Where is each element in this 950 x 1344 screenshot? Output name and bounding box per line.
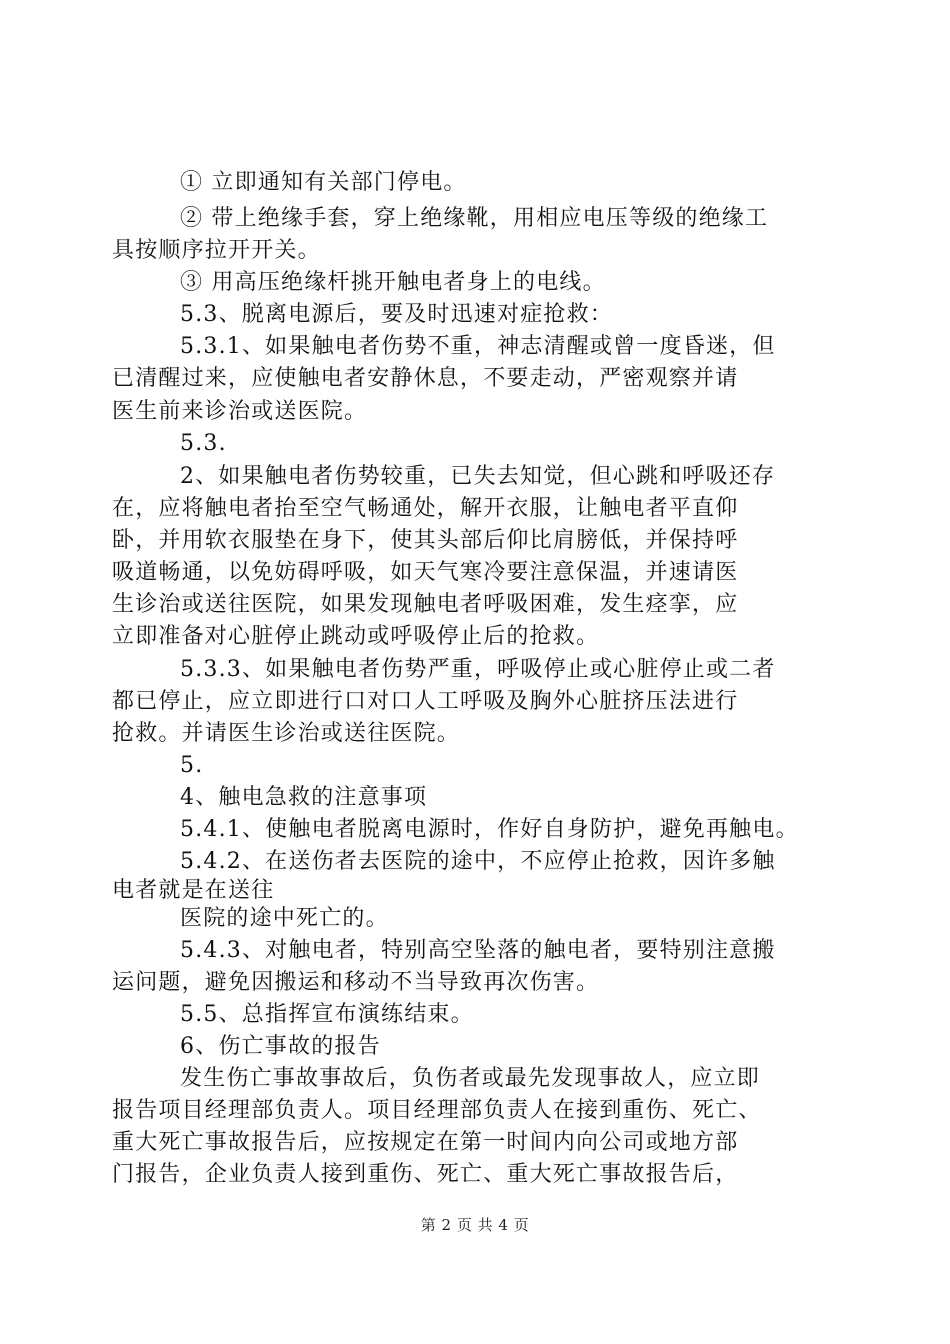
text-line: 医院的途中死亡的。 [180, 906, 389, 931]
text-line: 4、触电急救的注意事项 [180, 785, 428, 810]
text-line: 卧，并用软衣服垫在身下，使其头部后仰比肩膀低，并保持呼 [112, 528, 739, 553]
text-line: 5.4.2、在送伤者去医院的途中，不应停止抢救，因许多触 [180, 849, 776, 874]
text-line: 运问题，避免因搬运和移动不当导致再次伤害。 [112, 970, 600, 995]
text-line: 5.3.3、如果触电者伤势严重，呼吸停止或心脏停止或二者 [180, 657, 776, 682]
text-line: 发生伤亡事故事故后，负伤者或最先发现事故人，应立即 [180, 1066, 761, 1091]
text-line: 门报告，企业负责人接到重伤、死亡、重大死亡事故报告后， [112, 1162, 739, 1187]
text-line: 6、伤亡事故的报告 [180, 1034, 381, 1059]
text-line: 2、如果触电者伤势较重，已失去知觉，但心跳和呼吸还存 [180, 464, 776, 489]
text-line: 重大死亡事故报告后，应按规定在第一时间内向公司或地方部 [112, 1130, 739, 1155]
text-line: 具按顺序拉开开关。 [112, 238, 321, 263]
page-footer: 第 2 页 共 4 页 [420, 1216, 530, 1234]
text-line: 5.3.1、如果触电者伤势不重，神志清醒或曾一度昏迷，但 [180, 334, 776, 359]
text-line: 5.4.3、对触电者，特别高空坠落的触电者，要特别注意搬 [180, 938, 776, 963]
text-line: 已清醒过来，应使触电者安静休息，不要走动，严密观察并请 [112, 366, 739, 391]
text-line: 5.3. [180, 431, 227, 456]
text-line: 5. [180, 753, 204, 778]
text-line: 5.3、脱离电源后，要及时迅速对症抢救： [180, 302, 613, 327]
text-line: 5.5、总指挥宣布演练结束。 [180, 1002, 474, 1027]
text-line: 抢救。并请医生诊治或送往医院。 [112, 721, 461, 746]
text-line: 在，应将触电者抬至空气畅通处，解开衣服，让触电者平直仰 [112, 496, 739, 521]
text-line: 5.4.1、使触电者脱离电源时，作好自身防护，避免再触电。 [180, 817, 799, 842]
text-line: ③ 用高压绝缘杆挑开触电者身上的电线。 [180, 270, 606, 295]
text-line: 生诊治或送往医院，如果发现触电者呼吸困难，发生痉挛，应 [112, 592, 739, 617]
text-line: 电者就是在送往 [112, 878, 275, 903]
text-line: 吸道畅通，以免妨碍呼吸，如天气寒冷要注意保温，并速请医 [112, 560, 739, 585]
text-line: 医生前来诊治或送医院。 [112, 399, 368, 424]
text-line: 都已停止，应立即进行口对口人工呼吸及胸外心脏挤压法进行 [112, 689, 739, 714]
text-line: ② 带上绝缘手套，穿上绝缘靴，用相应电压等级的绝缘工 [180, 206, 769, 231]
text-line: 报告项目经理部负责人。项目经理部负责人在接到重伤、死亡、 [112, 1098, 762, 1123]
text-line: 立即准备对心脏停止跳动或呼吸停止后的抢救。 [112, 624, 600, 649]
text-line: ① 立即通知有关部门停电。 [180, 170, 467, 195]
